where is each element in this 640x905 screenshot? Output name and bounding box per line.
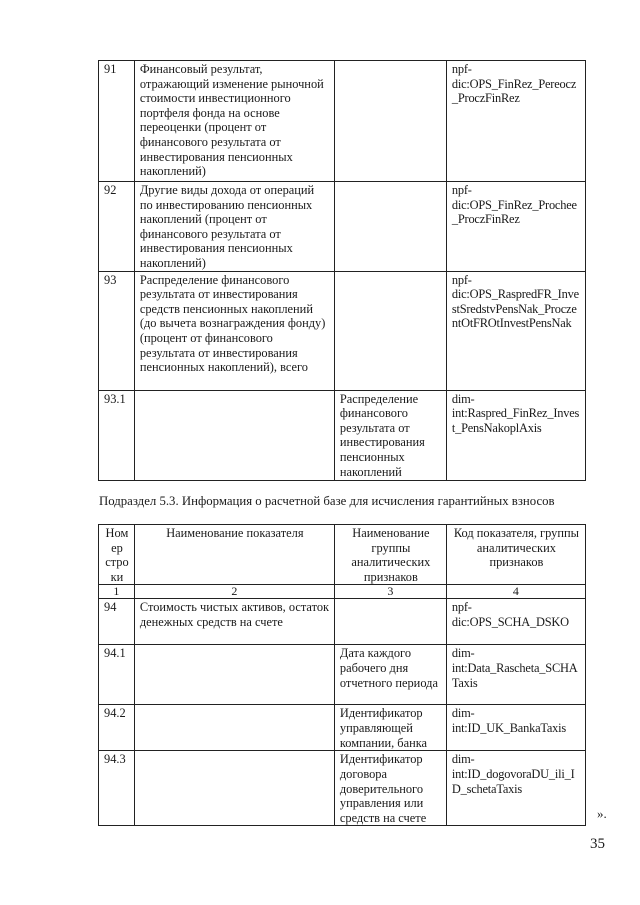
indicator-name: [134, 751, 334, 826]
indicator-code: dim-int:Raspred_FinRez_Invest_PensNakoplAxis: [446, 390, 585, 480]
indicator-code: dim-int:ID_dogovoraDU_ili_ID_schetaTaxis: [446, 751, 585, 826]
header-row-number: Номер строки: [99, 525, 135, 585]
indicator-code: npf-dic:OPS_FinRez_Prochee_ProczFinRez: [446, 182, 585, 272]
table-row: [99, 751, 586, 826]
indicator-code: dim-int:ID_UK_BankaTaxis: [446, 705, 585, 751]
table-header-row: [99, 525, 586, 585]
table-row: [99, 645, 586, 705]
header-group-name: Наименование группы аналитических признаков: [334, 525, 446, 585]
row-number: 94: [99, 599, 135, 645]
indicator-name: Финансовый результат, отражающий изменение рыночной стоимости инвестиционного портфеля фонда на основе переоценки (процент от финансового результата от инвестирования пенсионных накоплений): [134, 61, 334, 182]
table-row: [99, 182, 586, 272]
column-number: 2: [134, 585, 334, 599]
group-name: [334, 182, 446, 272]
row-number: 93.1: [99, 390, 135, 480]
group-name: Распределение финансового результата от инвестирования пенсионных накоплений: [334, 390, 446, 480]
table-row: [99, 61, 586, 182]
indicator-code: npf-dic:OPS_SCHA_DSKO: [446, 599, 585, 645]
row-number: 94.1: [99, 645, 135, 705]
indicator-name: [134, 390, 334, 480]
table-row: [99, 599, 586, 645]
table-row: [99, 271, 586, 390]
header-indicator-name: Наименование показателя: [134, 525, 334, 585]
indicator-code: npf-dic:OPS_FinRez_Pereocz_ProczFinRez: [446, 61, 585, 182]
column-number: 1: [99, 585, 135, 599]
indicator-name: [134, 705, 334, 751]
group-name: [334, 271, 446, 390]
indicator-name: [134, 645, 334, 705]
indicator-name: Другие виды дохода от операций по инвестированию пенсионных накоплений (процент от финансового результата от инвестирования пенсионных накоплений): [134, 182, 334, 272]
subsection-title: Подраздел 5.3. Информация о расчетной базе для исчисления гарантийных взносов: [99, 494, 555, 508]
group-name: Идентификатор договора доверительного управления или средств на счете: [334, 751, 446, 826]
row-number: 94.3: [99, 751, 135, 826]
column-number: 4: [446, 585, 585, 599]
group-name: Идентификатор управляющей компании, банка: [334, 705, 446, 751]
header-indicator-code: Код показателя, группы аналитических признаков: [446, 525, 585, 585]
column-number-row: [99, 585, 586, 599]
table-row: [99, 705, 586, 751]
table-guarantee-base: [98, 524, 586, 826]
column-number: 3: [334, 585, 446, 599]
indicator-code: npf-dic:OPS_RaspredFR_InvestSredstvPensNak_ProczentOtFROtInvestPensNak: [446, 271, 585, 390]
group-name: [334, 61, 446, 182]
group-name: Дата каждого рабочего дня отчетного периода: [334, 645, 446, 705]
table-indicators-top: [98, 60, 586, 481]
group-name: [334, 599, 446, 645]
indicator-code: dim-int:Data_Rascheta_SCHATaxis: [446, 645, 585, 705]
row-number: 91: [99, 61, 135, 182]
table-row: [99, 390, 586, 480]
page-number: 35: [590, 836, 605, 852]
closing-quote-mark: ».: [597, 806, 607, 821]
row-number: 92: [99, 182, 135, 272]
row-number: 94.2: [99, 705, 135, 751]
indicator-name: Распределение финансового результата от инвестирования средств пенсионных накоплений (до вычета вознаграждения фонду) (процент от финансового результата от инвестирования пенсионных накоплений), всего: [134, 271, 334, 390]
row-number: 93: [99, 271, 135, 390]
indicator-name: Стоимость чистых активов, остаток денежных средств на счете: [134, 599, 334, 645]
